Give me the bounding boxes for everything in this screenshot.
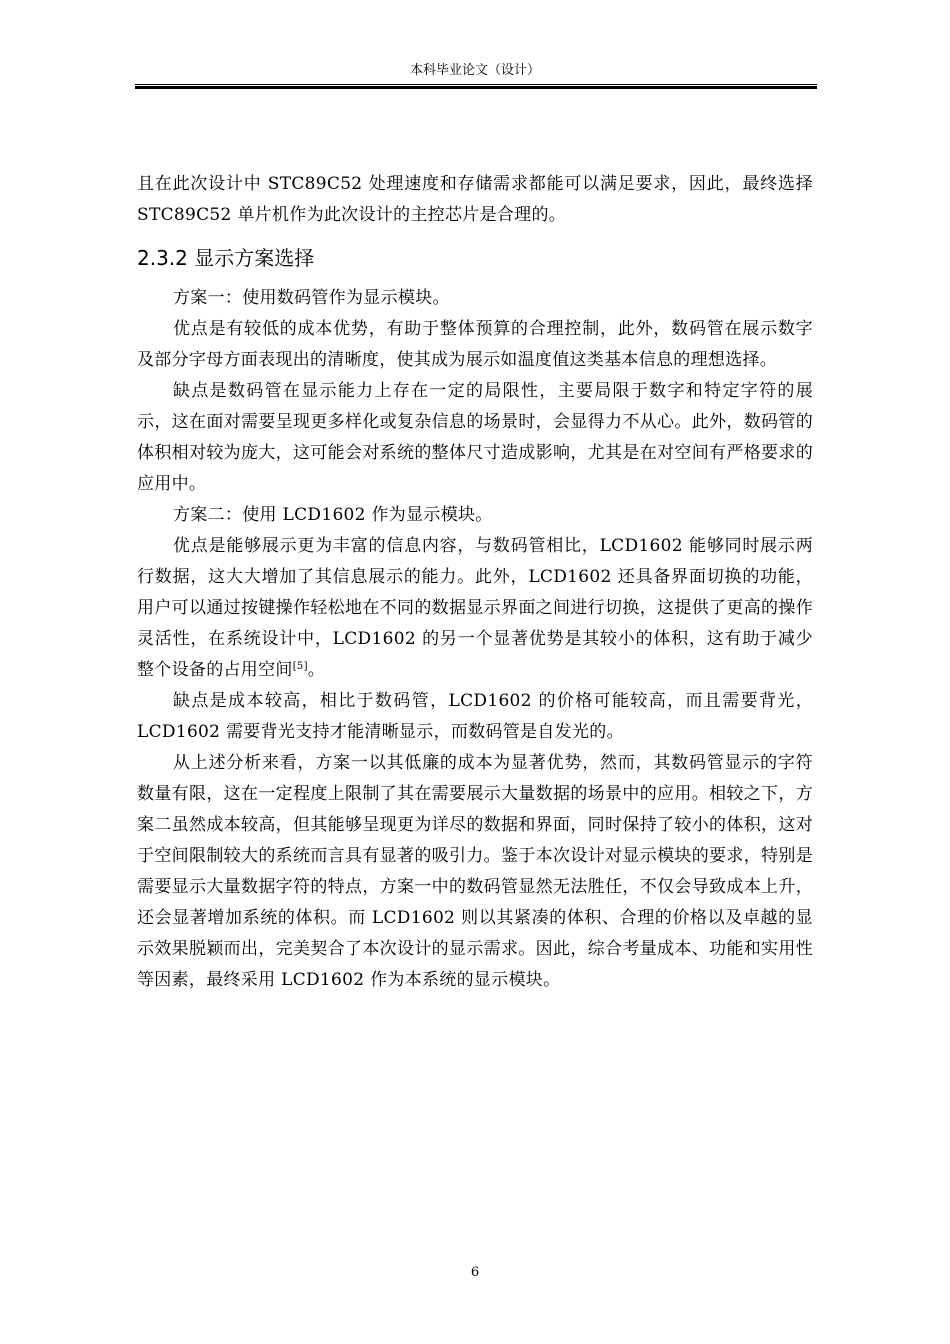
- page-body: [137, 169, 813, 996]
- paragraph-scheme-two-pros-text: 优点是能够展示更为丰富的信息内容，与数码管相比，LCD1602 能够同时展示两行数据，这大大增加了其信息展示的能力。此外，LCD1602 还具备界面切换的功能，用户可以通过按键操作轻松地在不同的数据显示界面之间进行切换，这提供了更高的操作灵活性，在系统设计中，LCD1602 的另一个显著优势是其较小的体积，这有助于减少整个设备的占用空间: [137, 536, 813, 680]
- paragraph-scheme-two: 方案二：使用 LCD1602 作为显示模块。: [173, 505, 493, 525]
- intro-paragraph: 且在此次设计中 STC89C52 处理速度和存储需求都能可以满足要求，因此，最终选择 STC89C52 单片机作为此次设计的主控芯片是合理的。: [137, 174, 813, 225]
- paragraph-scheme-two-pros: [137, 531, 813, 686]
- section-heading: 2.3.2 显示方案选择: [137, 246, 315, 270]
- citation-reference: [5]: [292, 661, 308, 672]
- page-number: 6: [470, 1265, 480, 1280]
- paragraph-conclusion: 从上述分析来看，方案一以其低廉的成本为显著优势，然而，其数码管显示的字符数量有限，这在一定程度上限制了其在需要展示大量数据的场景中的应用。相较之下，方案二虽然成本较高，但其能够呈现更为详尽的数据和界面，同时保持了较小的体积，这对于空间限制较大的系统而言具有显著的吸引力。鉴于本次设计对显示模块的要求，特别是需要显示大量数据字符的特点，方案一中的数码管显然无法胜任，不仅会导致成本上升，还会显著增加系统的体积。而 LCD1602 则以其紧凑的体积、合理的价格以及卓越的显示效果脱颖而出，完美契合了本次设计的显示需求。因此，综合考量成本、功能和实用性等因素，最终采用 LCD1602 作为本系统的显示模块。: [137, 753, 813, 990]
- running-header: 本科毕业论文（设计）: [409, 63, 540, 78]
- paragraph-scheme-two-cons: 缺点是成本较高，相比于数码管，LCD1602 的价格可能较高，而且需要背光，LCD1602 需要背光支持才能清晰显示，而数码管是自发光的。: [137, 691, 813, 742]
- header-rule-thick: [135, 86, 817, 89]
- paragraph-scheme-one-pros: 优点是有较低的成本优势，有助于整体预算的合理控制，此外，数码管在展示数字及部分字母方面表现出的清晰度，使其成为展示如温度值这类基本信息的理想选择。: [137, 319, 813, 370]
- header-rule-thin: [135, 84, 817, 85]
- paragraph-end-punctuation: 。: [307, 660, 326, 680]
- paragraph-scheme-one: 方案一：使用数码管作为显示模块。: [173, 288, 450, 308]
- paragraph-scheme-one-cons: 缺点是数码管在显示能力上存在一定的局限性，主要局限于数字和特定字符的展示，这在面对需要呈现更多样化或复杂信息的场景时，会显得力不从心。此外，数码管的体积相对较为庞大，这可能会对系统的整体尺寸造成影响，尤其是在对空间有严格要求的应用中。: [137, 381, 813, 494]
